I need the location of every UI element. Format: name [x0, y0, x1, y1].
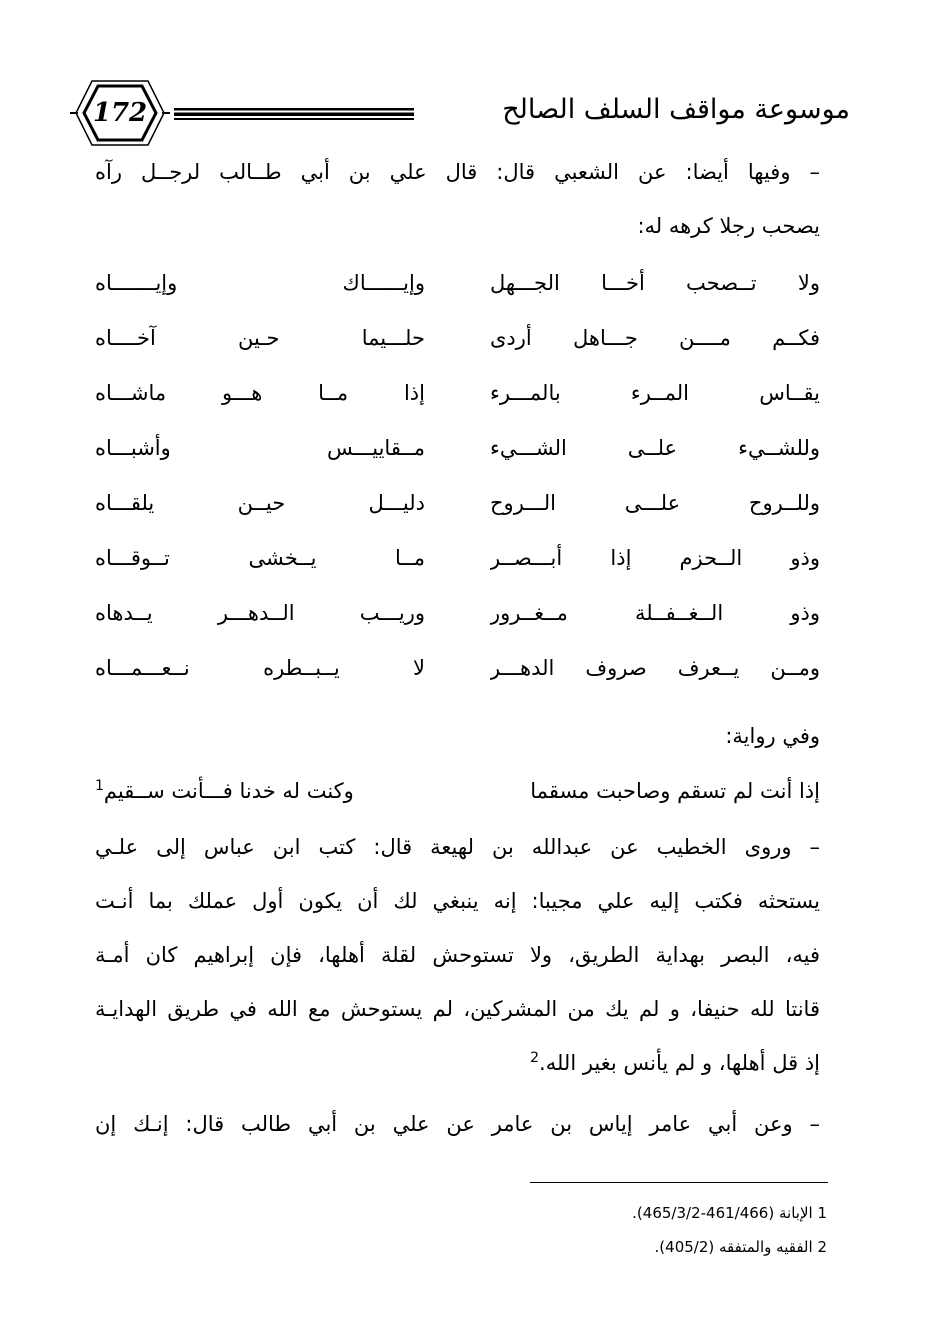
paragraph-line: – وروى الخطيب عن عبدالله بن لهيعة قال: كتب ابن عباس إلى علـي — [95, 835, 820, 859]
verse-second-hemistich: دليـــل حيــن يلقـــاه — [95, 491, 425, 515]
paragraph-line: قانتا لله حنيفا، و لم يك من المشركين، لم يستوحش مع الله في طريق الهدايـة — [95, 997, 820, 1021]
verse-first-hemistich: وذو الــحزم إذا أبـــصــر — [490, 546, 820, 570]
paragraph-line: فيه، البصر بهداية الطريق، ولا تستوحش لقلة أهلها، فإن إبراهيم كان أمـة — [95, 943, 820, 967]
intro-paragraph — [95, 145, 820, 253]
footnote-number: 2 — [817, 1238, 827, 1256]
poem-verse — [95, 311, 820, 366]
verse-second-hemistich: مــقاييـــس وأشبـــاه — [95, 436, 425, 460]
footnote-item — [427, 1196, 827, 1230]
verse-second-hemistich: لا يــبــطره نــعـــمـــاه — [95, 656, 425, 680]
abu-amer-paragraph — [95, 1097, 820, 1151]
footnote-separator — [530, 1182, 828, 1183]
footnote-item — [427, 1230, 827, 1264]
verse-first-hemistich: وللشــيء علــى الشـــيء — [490, 436, 820, 460]
verse-second-hemistich: إذا مــا هـــو ماشـــاه — [95, 381, 425, 405]
verse-second-hemistich: وإيــــــاك وإيـــــــاه — [95, 271, 425, 295]
page-number: 172 — [92, 98, 148, 128]
riwaya-second-hemistich: وكنت له خدنا فـــأنت ســقيم — [103, 779, 354, 803]
paragraph-last-line — [95, 1036, 820, 1090]
footnote-text: الإبانة (461/466-465/3/2). — [632, 1204, 813, 1222]
poem-verse — [95, 256, 820, 311]
footnote-ref-2[interactable]: 2 — [530, 1050, 540, 1066]
footnotes — [427, 1196, 827, 1264]
poem-verse — [95, 421, 820, 476]
intro-line-2: يصحب رجلا كرهه له: — [637, 214, 820, 238]
verse-first-hemistich: فكــم مــــن جـــاهل أردى — [490, 326, 820, 350]
paragraph-line: إذ قل أهلها، و لم يأنس بغير الله. — [539, 1051, 820, 1075]
poem-verse — [95, 586, 820, 641]
verse-first-hemistich: يقــاس المــرء بالمـــرء — [490, 381, 820, 405]
poem-verse — [95, 476, 820, 531]
footnote-ref-1[interactable]: 1 — [95, 778, 104, 794]
riwaya-verse-block — [95, 764, 820, 819]
header-rule — [174, 108, 414, 120]
footnote-number: 1 — [817, 1204, 827, 1222]
verse-second-hemistich: حلـــيما حـين آخــــاه — [95, 326, 425, 350]
verse-first-hemistich: ولا تــصحب أخـــا الجـــهل — [490, 271, 820, 295]
verse-second-hemistich: وريـــب الــدهـــر يــدهاه — [95, 601, 425, 625]
verse-second-hemistich: مــا يــخشى تــوقـــاه — [95, 546, 425, 570]
verse-first-hemistich: وللــروح علـــى الـــروح — [490, 491, 820, 515]
book-title: موسوعة مواقف السلف الصالح — [502, 94, 850, 125]
poem — [95, 256, 820, 696]
page-header — [70, 78, 850, 148]
paragraph-line: يستحثه فكتب إليه علي مجيبا: إنه ينبغي لك أن يكون أول عملك بما أنـت — [95, 889, 820, 913]
poem-verse — [95, 641, 820, 696]
verse-first-hemistich: ومــن يــعرف صروف الدهـــر — [490, 656, 820, 680]
riwaya-label-block — [95, 709, 820, 763]
riwaya-verse — [95, 764, 820, 819]
riwaya-second-hemistich-wrap — [95, 764, 425, 819]
verse-first-hemistich: وذو الــغــفــلة مــغــرور — [490, 601, 820, 625]
poem-verse — [95, 531, 820, 586]
riwaya-first-hemistich: إذا أنت لم تسقم وصاحبت مسقما — [530, 779, 820, 803]
intro-line-1: – وفيها أيضا: عن الشعبي قال: قال علي بن أبي طــالب لرجــل رآه — [95, 160, 820, 184]
footnote-text: الفقيه والمتفقه (405/2). — [654, 1238, 813, 1256]
paragraph-line: – وعن أبي عامر إياس بن عامر عن علي بن أبي طالب قال: إنـك إن — [95, 1112, 820, 1136]
khatib-paragraph — [95, 820, 820, 1090]
riwaya-label: وفي رواية: — [725, 724, 820, 748]
poem-verse — [95, 366, 820, 421]
